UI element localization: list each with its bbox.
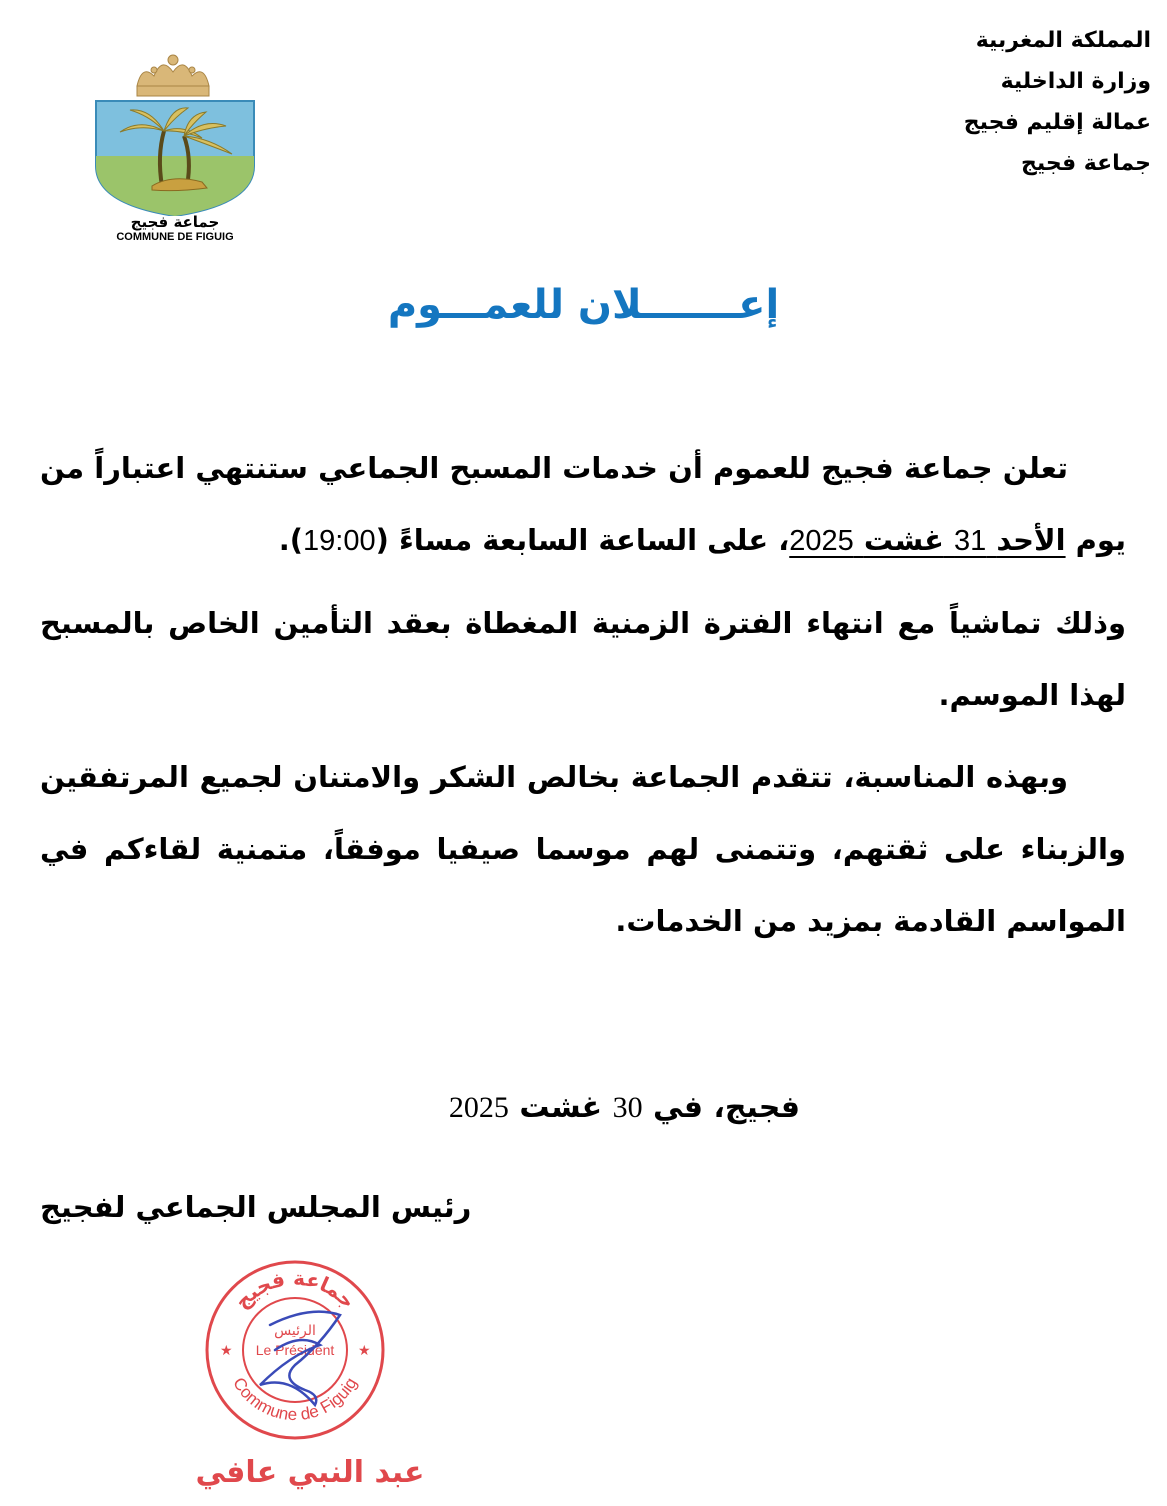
dateline-year: 2025 [448, 1091, 509, 1124]
dateline-month: غشت [508, 1090, 613, 1125]
svg-text:★: ★ [220, 1343, 233, 1359]
stamp-center-arabic: الرئيس [274, 1323, 316, 1339]
crest-emblem [92, 46, 262, 216]
closing-month: غشت [863, 523, 944, 557]
signatory-name: عبد النبي عافي [195, 1455, 425, 1490]
crest-caption-french: COMMUNE DE FIGUIG [116, 231, 234, 243]
announcement-title: إعـــــــلان للعمـــوم [387, 282, 780, 328]
commune-crest-logo [92, 46, 262, 246]
p1-text-c: ). [278, 523, 304, 557]
signatory-title: رئيس المجلس الجماعي لفجيج [40, 1190, 472, 1224]
official-stamp [200, 1255, 390, 1445]
announcement-body [40, 432, 1126, 967]
paragraph-1 [40, 432, 1126, 577]
p1-text-b: ، على الساعة السابعة مساءً ( [375, 523, 790, 557]
header-line-commune: جماعة فجيج [1021, 151, 1151, 176]
stamp-bottom-text: Commune de Figuig [229, 1374, 361, 1425]
crest-caption [92, 214, 258, 244]
dateline-day: 30 [612, 1091, 643, 1124]
paragraph-2: وذلك تماشياً مع انتهاء الفترة الزمنية المغطاة بعقد التأمين الخاص بالمسبح لهذا الموسم. [40, 606, 1126, 712]
p1-text-a: تعلن جماعة فجيج للعموم أن خدمات المسبح الجماعي ستنتهي اعتباراً من يوم [40, 451, 1126, 557]
stamp-center-french: Le Président [255, 1342, 335, 1358]
svg-text:★: ★ [358, 1343, 371, 1359]
svg-text:جماعة فجيج [230, 1266, 361, 1314]
crest-caption-arabic: جماعة فجيج [130, 213, 220, 231]
closing-time: 19:00 [303, 525, 376, 557]
closing-date [789, 523, 1065, 557]
header-line-prefecture: عمالة إقليم فجيج [963, 110, 1151, 135]
paragraph-3: وبهذه المناسبة، تتقدم الجماعة بخالص الشكر والامتنان لجميع المرتفقين والزبناء على ثقتهم، وتتمنى لهم موسما صيفيا موفقاً، متمنية لقاءكم في المواسم القادمة بمزيد من الخدمات. [40, 760, 1126, 938]
header-block [731, 20, 1151, 184]
closing-day: الأحد [996, 523, 1066, 557]
dateline-place: فجيج، في [642, 1090, 800, 1125]
stamp-top-text: جماعة فجيج [229, 1265, 361, 1314]
svg-text:Commune de Figuig [229, 1374, 361, 1424]
closing-year: 2025 [789, 525, 854, 557]
closing-date-number: 31 [954, 525, 987, 557]
header-line-kingdom: المملكة المغربية [975, 28, 1151, 53]
header-line-ministry: وزارة الداخلية [1000, 69, 1151, 94]
dateline [380, 1090, 800, 1125]
